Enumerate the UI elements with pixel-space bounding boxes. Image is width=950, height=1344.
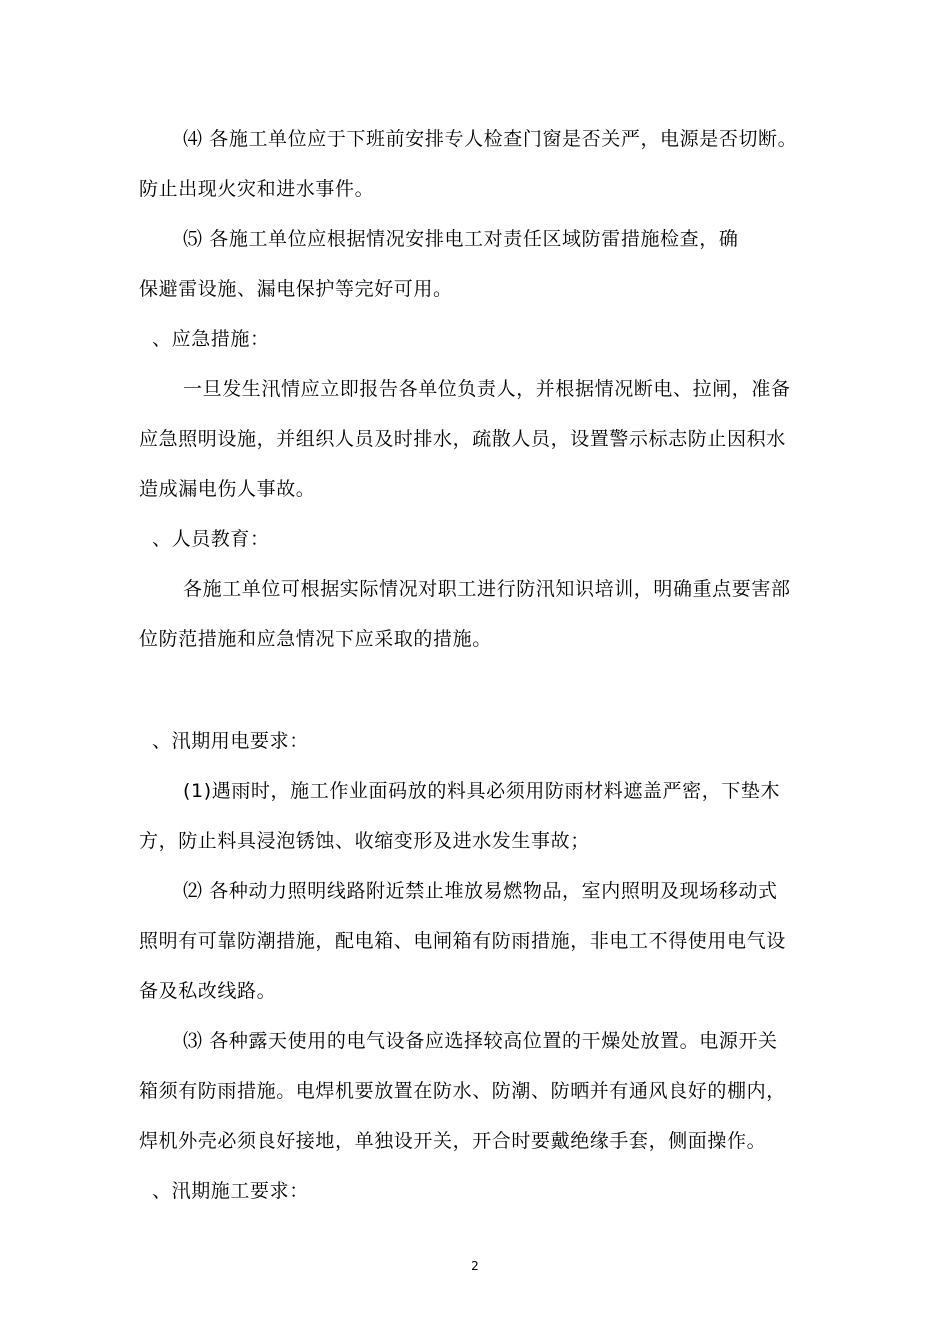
section-heading: 、应急措施： <box>152 328 270 350</box>
paragraph-line: 焊机外壳必须良好接地，单独设开关，开合时要戴绝缘手套，侧面操作。 <box>139 1130 767 1152</box>
section-heading: 、汛期施工要求： <box>152 1180 309 1202</box>
section-heading: 、汛期用电要求： <box>152 730 309 752</box>
paragraph-line: 照明有可靠防潮措施，配电箱、电闸箱有防雨措施，非电工不得使用电气设 <box>139 930 786 952</box>
paragraph-line: 位防范措施和应急情况下应采取的措施。 <box>139 628 492 650</box>
paragraph-line: 备及私改线路。 <box>139 980 277 1002</box>
paragraph-line: 箱须有防雨措施。电焊机要放置在防水、防潮、防晒并有通风良好的棚内， <box>139 1080 786 1102</box>
paragraph-line: 保避雷设施、漏电保护等完好可用。 <box>139 278 453 300</box>
paragraph-line: 造成漏电伤人事故。 <box>139 478 316 500</box>
page-number: 2 <box>471 1259 479 1273</box>
paragraph-line: 应急照明设施，并组织人员及时排水，疏散人员，设置警示标志防止因积水 <box>139 428 786 450</box>
paragraph-line: ⑷ 各施工单位应于下班前安排专人检查门窗是否关严，电源是否切断。 <box>183 128 798 150</box>
paragraph-line: 方，防止料具浸泡锈蚀、收缩变形及进水发生事故； <box>139 830 590 852</box>
paragraph-line: ⑶ 各种露天使用的电气设备应选择较高位置的干燥处放置。电源开关 <box>183 1030 778 1052</box>
paragraph-line: 各施工单位可根据实际情况对职工进行防汛知识培训，明确重点要害部 <box>183 578 791 600</box>
section-heading: 、人员教育： <box>152 528 270 550</box>
paragraph-line: ⑸ 各施工单位应根据情况安排电工对责任区域防雷措施检查，确 <box>183 228 739 250</box>
paragraph-line: 防止出现火灾和进水事件。 <box>139 178 375 200</box>
paragraph-line: (1)遇雨时，施工作业面码放的料具必须用防雨材料遮盖严密，下垫木 <box>183 780 781 802</box>
paragraph-line: ⑵ 各种动力照明线路附近禁止堆放易燃物品，室内照明及现场移动式 <box>183 880 778 902</box>
paragraph-line: 一旦发生汛情应立即报告各单位负责人，并根据情况断电、拉闸，准备 <box>183 378 791 400</box>
